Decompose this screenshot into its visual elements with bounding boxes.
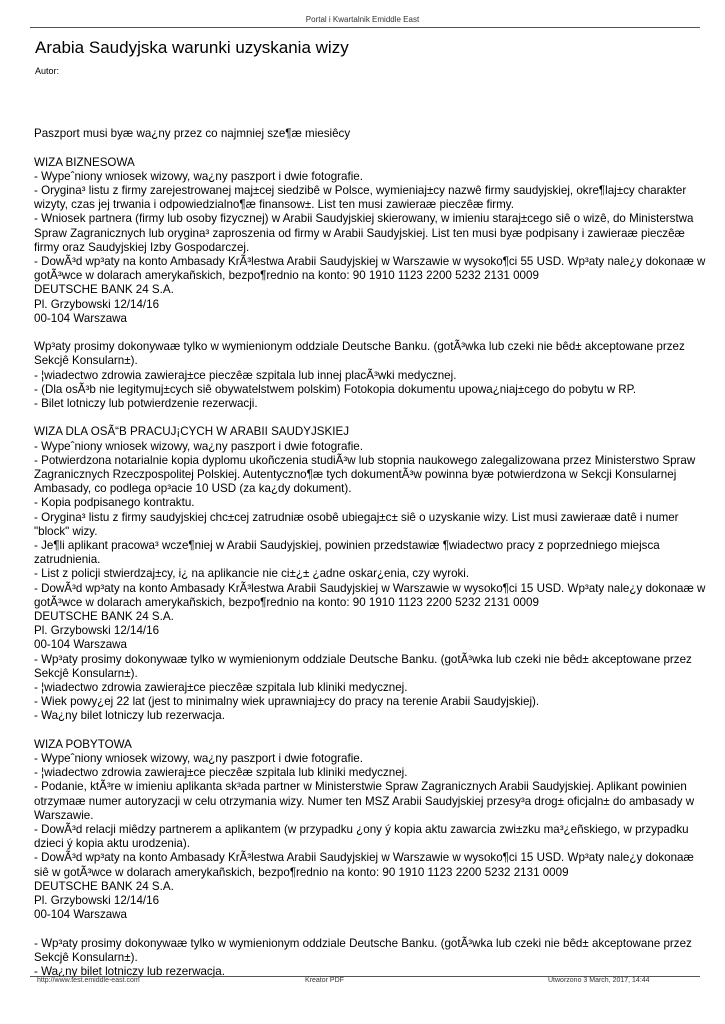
body-line: - Potwierdzona notarialnie kopia dyplomu ukoñczenia studiÃ³w lub stopnia naukowego zalegalizowana przez Ministerstwo Spraw Zagranicznych Rzeczpospolitej Polskiej. Autentyczno¶æ tych dokumentÃ³w powinna byæ potwierdzona w Sekcji Konsularnej Ambasady, co podlega op³acie 10 USD (za ka¿dy dokument). <box>34 453 696 496</box>
article-title: Arabia Saudyjska warunki uzyskania wizy <box>35 38 349 57</box>
body-line: - Wp³aty prosimy dokonywaæ tylko w wymienionym oddziale Deutsche Banku. (gotÃ³wka lub czeki nie bêd± akceptowane przez Sekcjê Konsularn±). <box>34 652 692 680</box>
body-line: - Wiek powy¿ej 22 lat (jest to minimalny wiek uprawniaj±cy do pracy na terenie Arabii Saudyjskiej). <box>34 695 540 709</box>
blank-line <box>34 326 706 340</box>
page-header: Portal i Kwartalnik Emiddle East <box>305 15 420 24</box>
body-line: - DowÃ³d wp³aty na konto Ambasady KrÃ³lestwa Arabii Saudyjskiej w Warszawie w wysoko¶ci 15 USD. Wp³aty nale¿y dokonaæ siê w gotÃ³wce w dolarach amerykañskich, bezpo¶rednio na konto: 90 1910 1123 2200 5232 2131 0009 <box>34 851 694 879</box>
body-line: Pl. Grzybowski 12/14/16 <box>34 894 160 908</box>
body-line: - List z policji stwierdzaj±cy, i¿ na aplikancie nie ci±¿± ¿adne oskar¿enia, czy wyroki. <box>34 567 470 581</box>
body-line: Pl. Grzybowski 12/14/16 <box>34 297 160 311</box>
author-label: Autor: <box>35 66 60 76</box>
footer-generator: Kreator PDF <box>305 977 344 984</box>
body-line: - DowÃ³d wp³aty na konto Ambasady KrÃ³lestwa Arabii Saudyjskiej w Warszawie w wysoko¶ci 15 USD. Wp³aty nale¿y dokonaæ w gotÃ³wce w dolarach amerykañskich, bezpo¶rednio na konto: 90 1910 1123 2200 5232 2131 0009 <box>34 581 706 609</box>
body-line: WIZA DLA OSÃ“B PRACUJ¡CYCH W ARABII SAUDYJSKIEJ <box>34 425 350 439</box>
body-line: Paszport musi byæ wa¿ny przez co najmniej sze¶æ miesiêcy <box>34 127 351 141</box>
blank-line <box>34 724 706 738</box>
body-line: Wp³aty prosimy dokonywaæ tylko w wymienionym oddziale Deutsche Banku. (gotÃ³wka lub czeki nie bêd± akceptowane przez Sekcjê Konsularn±). <box>34 340 685 368</box>
body-line: - Kopia podpisanego kontraktu. <box>34 496 195 510</box>
blank-line <box>34 411 706 425</box>
article-body <box>34 113 706 979</box>
body-line: - Podanie, ktÃ³re w imieniu aplikanta sk³ada partner w Ministerstwie Spraw Zagranicznych Arabii Saudyjskiej. Aplikant powinien otrzymaæ numer autoryzacji w celu otrzymania wizy. Numer ten MSZ Arabii Saudyjskiej przesy³a drog± oficjaln± do ambasady w Warszawie. <box>34 780 695 822</box>
blank-line <box>34 923 706 937</box>
header-divider <box>30 27 700 28</box>
body-line: - Orygina³ listu z firmy saudyjskiej chc±cej zatrudniæ osobê ubiegaj±c± siê o uzyskanie wizy. List musi zawieraæ datê i numer "block" wizy. <box>34 510 679 538</box>
body-line: - DowÃ³d wp³aty na konto Ambasady KrÃ³lestwa Arabii Saudyjskiej w Warszawie w wysoko¶ci 55 USD. Wp³aty nale¿y dokonaæ w gotÃ³wce w dolarach amerykañskich, bezpo¶rednio na konto: 90 1910 1123 2200 5232 2131 0009 <box>34 255 706 283</box>
body-line: - DowÃ³d relacji miêdzy partnerem a aplikantem (w przypadku ¿ony ý kopia aktu zawarcia zwi±zku ma³¿eñskiego, w przypadku dzieci ý kopia aktu urodzenia). <box>34 823 689 851</box>
body-line: - Wypeˆniony wniosek wizowy, wa¿ny paszport i dwie fotografie. <box>34 439 363 453</box>
body-line: - Je¶li aplikant pracowa³ wcze¶niej w Arabii Saudyjskiej, powinien przedstawiæ ¶wiadectwo pracy z poprzedniego miejsca zatrudnienia. <box>34 539 660 567</box>
body-line: DEUTSCHE BANK 24 S.A. <box>34 610 174 624</box>
body-line: - ¦wiadectwo zdrowia zawieraj±ce pieczêæ szpitala lub kliniki medycznej. <box>34 681 408 695</box>
body-line: 00-104 Warszawa <box>34 908 128 922</box>
body-line: - Wypeˆniony wniosek wizowy, wa¿ny paszport i dwie fotografie. <box>34 752 363 766</box>
footer-created-date: Utworzono 3 March, 2017, 14:44 <box>548 977 650 984</box>
body-line: - Orygina³ listu z firmy zarejestrowanej maj±cej siedzibê w Polsce, wymieniaj±cy nazwê firmy saudyjskiej, okre¶laj±cy charakter wizyty, czas jej trwania i odpowiedzialno¶æ finansow±. List ten musi zawieraæ pieczêæ firmy. <box>34 183 687 212</box>
body-line: - ¦wiadectwo zdrowia zawieraj±ce pieczêæ szpitala lub kliniki medycznej. <box>34 766 408 780</box>
body-line: - Bilet lotniczy lub potwierdzenie rezerwacji. <box>34 397 258 411</box>
body-line: - ¦wiadectwo zdrowia zawieraj±ce pieczêæ szpitala lub innej placÃ³wki medycznej. <box>34 368 457 382</box>
body-line: - Wp³aty prosimy dokonywaæ tylko w wymienionym oddziale Deutsche Banku. (gotÃ³wka lub czeki nie bêd± akceptowane przez Sekcjê Konsularn±). <box>34 936 692 964</box>
body-line: - Wniosek partnera (firmy lub osoby fizycznej) w Arabii Saudyjskiej skierowany, w imieniu staraj±cego siê o wizê, do Ministerstwa Spraw Zagranicznych lub orygina³ zaproszenia od firmy w Arabii Saudyjskiej. List ten musi byæ podpisany i zawieraæ pieczêæ firmy oraz Saudyjskiej Izby Gospodarczej. <box>34 212 694 254</box>
footer-url: http://www.test.emiddle-east.com <box>37 977 140 984</box>
body-line: 00-104 Warszawa <box>34 638 128 652</box>
body-line: Pl. Grzybowski 12/14/16 <box>34 624 160 638</box>
body-line: DEUTSCHE BANK 24 S.A. <box>34 879 174 893</box>
blank-line <box>34 141 706 155</box>
body-line: - Wypeˆniony wniosek wizowy, wa¿ny paszport i dwie fotografie. <box>34 169 363 183</box>
body-line: - (Dla osÃ³b nie legitymuj±cych siê obywatelstwem polskim) Fotokopia dokumentu upowa¿niaj±cego do pobytu w RP. <box>34 382 637 396</box>
body-line: WIZA BIZNESOWA <box>34 155 135 169</box>
body-line: - Wa¿ny bilet lotniczy lub rezerwacja. <box>34 709 225 723</box>
body-line: WIZA POBYTOWA <box>34 737 132 751</box>
body-line: DEUTSCHE BANK 24 S.A. <box>34 283 174 297</box>
body-line: - Wa¿ny bilet lotniczy lub rezerwacja. <box>34 965 225 979</box>
body-line: 00-104 Warszawa <box>34 311 128 325</box>
blank-line <box>34 113 706 127</box>
